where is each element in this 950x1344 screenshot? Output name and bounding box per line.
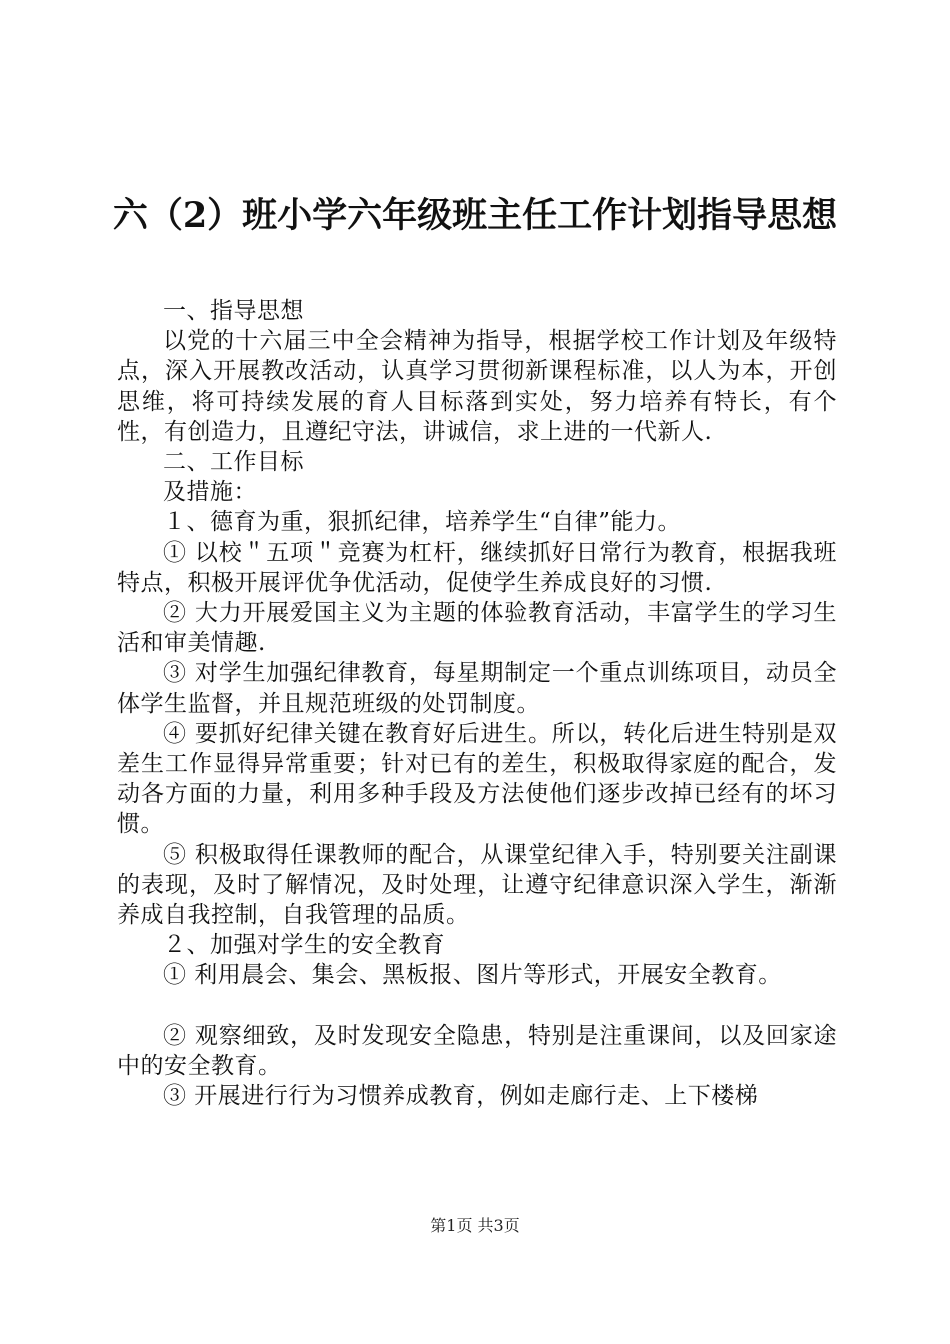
list-item: ③ 开展进行行为习惯养成教育，例如走廊行走、上下楼梯	[163, 1083, 759, 1110]
document-title: 六（2）班小学六年级班主任工作计划指导思想	[112, 195, 838, 236]
list-item: ① 以校＂五项＂竞赛为杠杆，继续抓好日常行为教育，根据我班特点，积极开展评优争优活动，促使学生养成良好的习惯.	[117, 539, 837, 596]
section-heading: 二、工作目标	[163, 449, 304, 476]
list-item: ⑤ 积极取得任课教师的配合，从课堂纪律入手，特别要关注副课的表现，及时了解情况，及时处理，让遵守纪律意识深入学生，渐渐养成自我控制，自我管理的品质。	[117, 841, 837, 929]
subsection-heading: ２、加强对学生的安全教育	[163, 932, 445, 959]
paragraph: 以党的十六届三中全会精神为指导，根据学校工作计划及年级特点，深入开展教改活动，认真学习贯彻新课程标准，以人为本，开创思维，将可持续发展的育人目标落到实处，努力培养有特长，有个性，有创造力，且遵纪守法，讲诚信，求上进的一代新人.	[117, 328, 837, 445]
document-body	[117, 296, 837, 1111]
list-item: ② 大力开展爱国主义为主题的体验教育活动，丰富学生的学习生活和审美情趣.	[117, 600, 837, 657]
list-item: ③ 对学生加强纪律教育，每星期制定一个重点训练项目，动员全体学生监督，并且规范班级的处罚制度。	[117, 660, 837, 717]
list-item: ④ 要抓好纪律关键在教育好后进生。所以，转化后进生特别是双差生工作显得异常重要；针对已有的差生，积极取得家庭的配合，发动各方面的力量，利用多种手段及方法使他们逐步改掉已经有的坏习惯。	[117, 720, 837, 838]
section-heading: 一、指导思想	[163, 298, 304, 324]
paragraph: 及措施：	[163, 479, 257, 506]
list-item: ② 观察细致，及时发现安全隐患，特别是注重课间，以及回家途中的安全教育。	[117, 1022, 837, 1079]
page-footer: 第1页 共3页	[430, 1216, 520, 1235]
list-item: ① 利用晨会、集会、黑板报、图片等形式，开展安全教育。	[163, 962, 782, 989]
subsection-heading: １、德育为重，狠抓纪律，培养学生“自律”能力。	[163, 509, 682, 536]
